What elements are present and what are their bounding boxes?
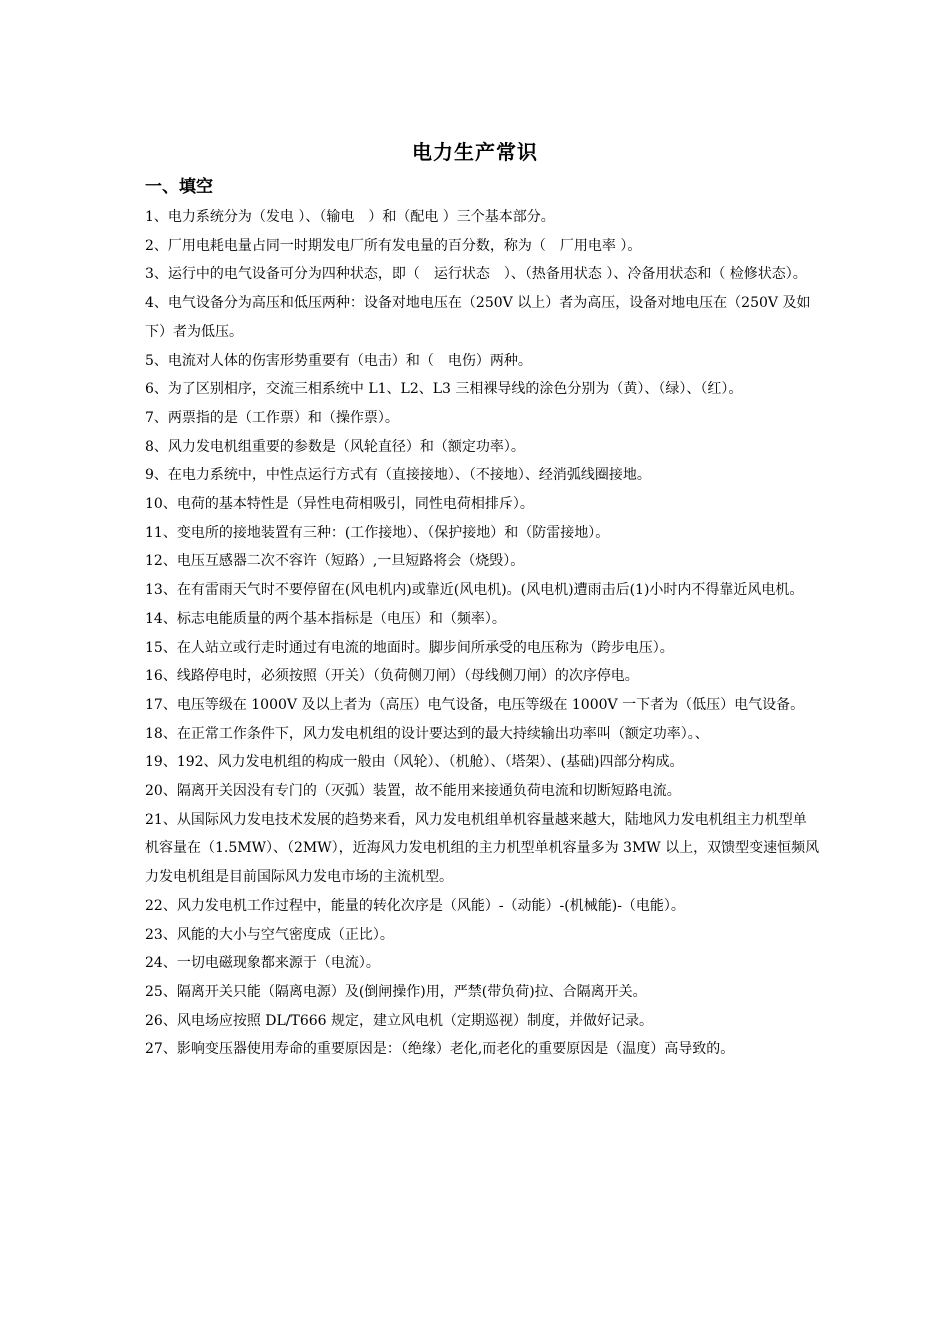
list-item: 14、标志电能质量的两个基本指标是（电压）和（频率）。	[145, 610, 506, 627]
list-item: 6、为了区别相序，交流三相系统中 L1、L2、L3 三相裸导线的涂色分别为（黄）、（绿）、（红）。	[145, 381, 743, 398]
list-item: 21、从国际风力发电技术发展的趋势来看，风力发电机组单机容量越来越大，陆地风力发电机组主力机型单机容量在（1.5MW）、（2MW），近海风力发电机组的主力机型单机容量多为 3MW 以上，双馈型变速恒频风力发电机组是目前国际风力发电市场的主流机型。	[145, 811, 820, 886]
list-item: 9、在电力系统中，中性点运行方式有（直接接地）、（不接地）、经消弧线圈接地。	[145, 467, 651, 484]
list-item: 23、风能的大小与空气密度成（正比）。	[145, 926, 394, 943]
list-item: 4、电气设备分为高压和低压两种：设备对地电压在（250V 以上）者为高压，设备对地电压在（250V 及如下）者为低压。	[145, 295, 811, 340]
list-item: 8、风力发电机组重要的参数是（风轮直径）和（额定功率）。	[145, 438, 525, 455]
list-item: 17、电压等级在 1000V 及以上者为（高压）电气设备，电压等级在 1000V 一下者为（低压）电气设备。	[145, 696, 805, 713]
list-item: 27、影响变压器使用寿命的重要原因是：（绝缘）老化,而老化的重要原因是（温度）高导致的。	[145, 1041, 735, 1058]
list-item: 18、在正常工作条件下，风力发电机组的设计要达到的最大持续输出功率叫（额定功率）。、	[145, 725, 709, 742]
list-item: 12、电压互感器二次不容许（短路）,一旦短路将会（烧毁）。	[145, 553, 525, 570]
list-item: 7、两票指的是（工作票）和（操作票）。	[145, 409, 399, 426]
list-item: 19、192、风力发电机组的构成一般由（风轮）、（机舱）、（塔架）、(基础)四部分构成。	[145, 754, 684, 771]
list-item: 24、一切电磁现象都来源于（电流）。	[145, 955, 380, 972]
list-item: 25、隔离开关只能（隔离电源）及(倒闸操作)用，严禁(带负荷)拉、合隔离开关。	[145, 983, 647, 1000]
list-item: 26、风电场应按照 DL/T666 规定，建立风电机（定期巡视）制度，并做好记录。	[145, 1012, 654, 1029]
list-item: 10、电荷的基本特性是（异性电荷相吸引，同性电荷相排斥）。	[145, 496, 534, 513]
document-title: 电力生产常识	[412, 140, 538, 164]
list-item: 5、电流对人体的伤害形势重要有（电击）和（ 电伤）两种。	[145, 352, 532, 369]
list-item: 20、隔离开关因没有专门的（灭弧）装置，故不能用来接通负荷电流和切断短路电流。	[145, 783, 681, 800]
list-item: 3、运行中的电气设备可分为四种状态，即（ 运行状态 ）、（热备用状态 ）、冷备用状态和（ 检修状态）。	[145, 266, 807, 283]
list-item: 15、在人站立或行走时通过有电流的地面时。脚步间所承受的电压称为（跨步电压）。	[145, 639, 674, 656]
fill-in-list	[145, 203, 820, 1064]
list-item: 22、风力发电机工作过程中，能量的转化次序是（风能）-（动能）-(机械能)-（电能）。	[145, 897, 685, 914]
list-item: 1、电力系统分为（发电 ）、（输电 ）和（配电 ）三个基本部分。	[145, 209, 555, 225]
list-item: 11、变电所的接地装置有三种：(工作接地）、（保护接地）和（防雷接地）。	[145, 524, 610, 541]
section-heading: 一、填空	[145, 177, 213, 197]
list-item: 13、在有雷雨天气时不要停留在(风电机内)或靠近(风电机)。(风电机)遭雨击后(1)小时内不得靠近风电机。	[145, 582, 804, 599]
list-item: 16、线路停电时，必须按照（开关）（负荷侧刀闸）（母线侧刀闸）的次序停电。	[145, 668, 639, 685]
list-item: 2、厂用电耗电量占同一时期发电厂所有发电量的百分数，称为（ 厂用电率 ）。	[145, 237, 642, 254]
